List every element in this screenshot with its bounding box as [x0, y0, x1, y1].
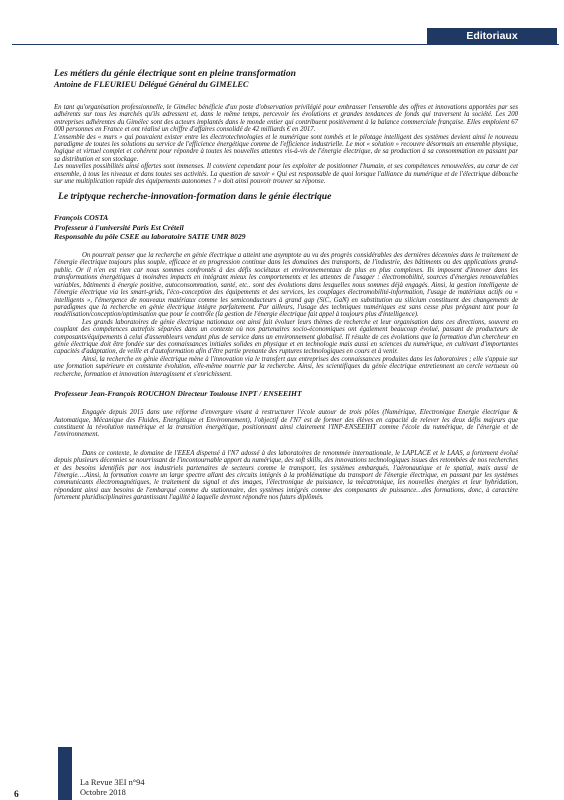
article2-paragraph: Ainsi, la recherche en génie électrique mène à l'innovation via le transfert aux entreprises des connaissances produites dans les laboratoires ; elle s'appuie sur une formation supérieure en constante évolution, elle-même nourrie par la recherche. Ainsi, les scientifiques du génie électrique entretiennent un cercle vertueux où recherche, formation et innovation interagissent et s'enrichissent. — [54, 355, 518, 378]
footer-publication — [80, 778, 145, 798]
spacer — [54, 378, 518, 389]
article2-author-role: Professeur à l'université Paris Est Créteil — [54, 222, 184, 232]
article2-title: Le triptyque recherche-innovation-formation dans le génie électrique — [58, 191, 332, 203]
section-tab: Editoriaux — [427, 28, 557, 44]
spacer — [54, 398, 518, 409]
article2-author-lab: Responsable du pôle CSEE au laboratoire SATIE UMR 8029 — [54, 231, 246, 241]
journal-name: La Revue 3EI n°94 — [80, 778, 145, 787]
article1-paragraph: Les nouvelles possibilités ainsi offertes sont immenses. Il convient cependant pour les exploiter de positionner l'humain, et ses compétences renouvelées, au cœur de cet ensemble, à tous les niveaux et dans toutes ses activités. La question de savoir « Qui est responsable de quoi lorsque l'alliance du numérique et de l'électrique débouche sur une multiplication rapide des équipements autonomes ? » doit ainsi pouvoir trouver sa réponse. — [54, 163, 518, 186]
article3-paragraph: Engagée depuis 2015 dans une réforme d'envergure visant à restructurer l'école autour de trois pôles (Numérique, Electronique Energie électrique & Automatique, Mécanique des Fluides, Energétique et Environnement), l'objectif de l'N7 est de former des élèves en capacité de relever les deux défis majeurs que constituent la révolution numérique et la transition énergétique, positionnant ainsi clairement l'INP-ENSEEIHT comme l'école du numérique, de l'énergie et de l'environnement. — [54, 409, 518, 439]
article1-paragraph: L'ensemble des « murs » qui pouvaient exister entre les électrotechnologies et le numérique sont tombés et le pilotage intelligent des systèmes devient ainsi le nouveau paradigme de toutes les solutions au service de l'efficience énergétique comme de l'efficience industrielle. Le mot « solution » recouvre désormais un ensemble physique, logique et virtuel complet et cohérent pour répondre à toutes les nouvelles attentes vis-à-vis de l'énergie électrique, de sa production à sa consommation en passant par sa distribution et son stockage. — [54, 133, 518, 163]
page-number: 6 — [14, 790, 19, 800]
spacer — [54, 241, 518, 252]
article-body — [54, 68, 518, 502]
article2-paragraph: Les grands laboratoires de génie électrique nationaux ont ainsi fait évoluer leurs thèmes de recherche et leur organisation dans ces directions, souvent en couplant des compétences autrefois séparées dans un contexte où nos partenaires socio-économiques ont également beaucoup évolué, passant de producteurs de composants/équipements à celui d'assembleurs vendant plus de service dans un environnement globalisé. Il résulte de ces évolutions que la formation d'un chercheur en génie électrique doit être fondée sur des connaissances initiales solides en physique et en technologie mais aussi en sciences du numérique, en cultivant d'importantes capacités d'adaptation, de veille et d'autoformation afin d'être partie prenante des ruptures technologiques en cours et à venir. — [54, 318, 518, 356]
article2-paragraph: On pourrait penser que la recherche en génie électrique a atteint une asymptote au vu des progrès considérables des dernières décennies dans le traitement de l'énergie électrique toujours plus souple, efficace et en progression continue dans les domaines des transports, de l'industrie, des bâtiments ou des applications grand-public. Or il n'en est rien car nous sommes confrontés à des défis sociétaux et environnementaux de plus en plus complexes. Ils imposent d'innover dans les transformations énergétiques à moindres impacts en intégrant mieux les comportements et les attentes de l'usager : électromobilité, sources d'énergies renouvelables variables, bâtiments à énergie positive, autoconsommation, santé, etc.. sont des évolutions dans lesquelles nous sommes déjà engagés. Ainsi, la gestion intelligente de l'énergie électrique via les smart-grids, l'éco-conception des équipements et des services, les couplages électromobilité-information, l'usage de matériaux actifs ou « intelligents », l'émergence de nouveaux matériaux comme les semiconducteurs à grand gap (SiC, GaN) en substitution au silicium constituent des changements de paradigmes que la recherche en génie électrique intègre parfaitement. Par ailleurs, l'usage des techniques numériques est sans cesse plus prégnant tant pour la modélisation/conception/optimisation que pour le contrôle (la gestion de l'énergie électrique fait appel à toujours plus d'intelligence). — [54, 252, 518, 319]
article2-author-name: François COSTA — [54, 213, 109, 223]
spacer — [54, 439, 518, 450]
article1-paragraph: En tant qu'organisation professionnelle, le Gimélec bénéficie d'un poste d'observation privilégié pour embrasser l'ensemble des offres et innovations apportées par ses adhérents sur tous les marchés qu'ils adressent et, dans le même temps, percevoir les évolutions et grandes tendances de fonds qui traversent la société. Les 200 entreprises adhérentes du Gimélec sont des acteurs implantés dans le monde entier qui contribuent positivement à la balance commerciale française. Elles emploient 67 000 personnes en France et ont réalisé un chiffre d'affaires consolidé de 42 milliards € en 2017. — [54, 104, 518, 134]
article1-author: Antoine de FLEURIEU Délégué Général du GIMELEC — [54, 80, 249, 89]
header-rule — [12, 44, 559, 45]
article1-title: Les métiers du génie électrique sont en pleine transformation — [54, 68, 296, 79]
article3-author: Professeur Jean-François ROUCHON Directeur Toulouse INPT / ENSEEIHT — [54, 388, 302, 398]
footer-accent-bar — [58, 747, 72, 800]
issue-date: Octobre 2018 — [80, 788, 126, 797]
article3-paragraph: Dans ce contexte, le domaine de l'EEEA dispensé à l'N7 adossé à des laboratoires de renommée internationale, le LAPLACE et le LAAS, a fortement évolué depuis plusieurs décennies se nourrissant de l'incontournable apport du numérique, des soft skills, des innovations technologiques issues des retombées de nos recherches et des besoins identifiés par nos industriels partenaires de secteurs comme le transport, les systèmes embarqués, l'aéronautique et le spatial, mais aussi de l'énergie….Ainsi, la formation couvre un large spectre allant des circuits intégrés à la problématique du transport de l'énergie électrique, en passant par les systèmes communicants électromagnétiques, le traitement du signal et des images, l'électronique de puissance, la mécatronique, les nouvelles énergies et leur hybridation, répondant ainsi aux besoins de l'embarqué comme du stationnaire, des systèmes intégrés comme des composants de puissance…des formations, donc, à caractère fortement pluridisciplinaires garantissant l'agilité à laquelle devront répondre nos futurs diplômés. — [54, 449, 518, 502]
